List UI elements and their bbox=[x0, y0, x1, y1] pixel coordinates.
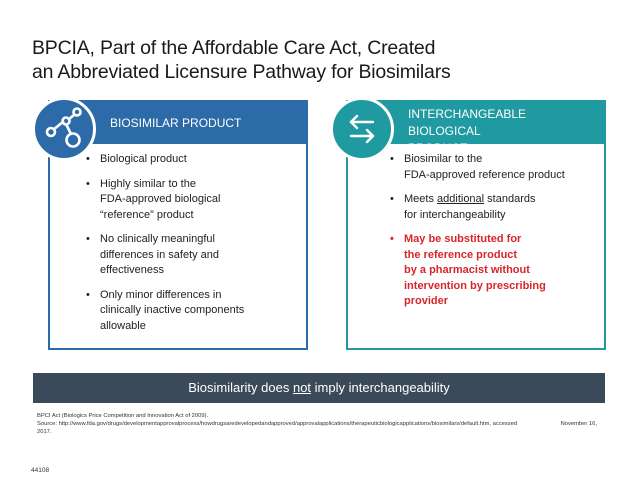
interchangeable-header-label: INTERCHANGEABLE BIOLOGICAL PRODUCT bbox=[408, 107, 527, 155]
page-title bbox=[32, 36, 612, 84]
interchangeable-bullet-list bbox=[390, 152, 596, 319]
swap-arrows-icon bbox=[330, 97, 394, 161]
list-item: • No clinically meaningful differences in safety and effectiveness bbox=[86, 232, 298, 279]
biosimilar-card bbox=[48, 100, 308, 350]
footnote-date: November 16, bbox=[560, 421, 597, 427]
footnote: BPCI Act (Biologics Price Competition and Innovation Act of 2009). Source: http://www.fda.gov/drugs/developmentapprovalprocess/howdrugsaredevelopedandapproved/approvalapplications/therapeuticbiologicapplications/biosimilars/default.htm, accessed 2017. November 16, bbox=[37, 413, 597, 435]
list-item: • Only minor differences in clinically inactive components allowable bbox=[86, 288, 298, 335]
biosimilar-bullet-list bbox=[86, 152, 298, 343]
list-item: • Biosimilar to the FDA-approved reference product bbox=[390, 152, 596, 183]
interchangeable-card bbox=[346, 100, 606, 350]
additional-emphasis: additional bbox=[437, 193, 485, 205]
slide-code: 44108 bbox=[31, 467, 50, 474]
key-message-banner: Biosimilarity does not imply interchangeability bbox=[33, 373, 605, 403]
list-item-highlight: • May be substituted for the reference product by a pharmacist without intervention by prescribing provider bbox=[390, 232, 596, 310]
list-item: • Meets additional standards for interchangeability bbox=[390, 192, 596, 223]
title-line-2: an Abbreviated Licensure Pathway for Biosimilars bbox=[32, 61, 451, 83]
list-item: • Highly similar to the FDA-approved biological “reference” product bbox=[86, 177, 298, 224]
list-item: • Biological product bbox=[86, 152, 298, 168]
biosimilar-header-label: BIOSIMILAR PRODUCT bbox=[110, 116, 242, 130]
title-line-1: BPCIA, Part of the Affordable Care Act, Created bbox=[32, 37, 436, 59]
not-emphasis: not bbox=[292, 380, 312, 395]
